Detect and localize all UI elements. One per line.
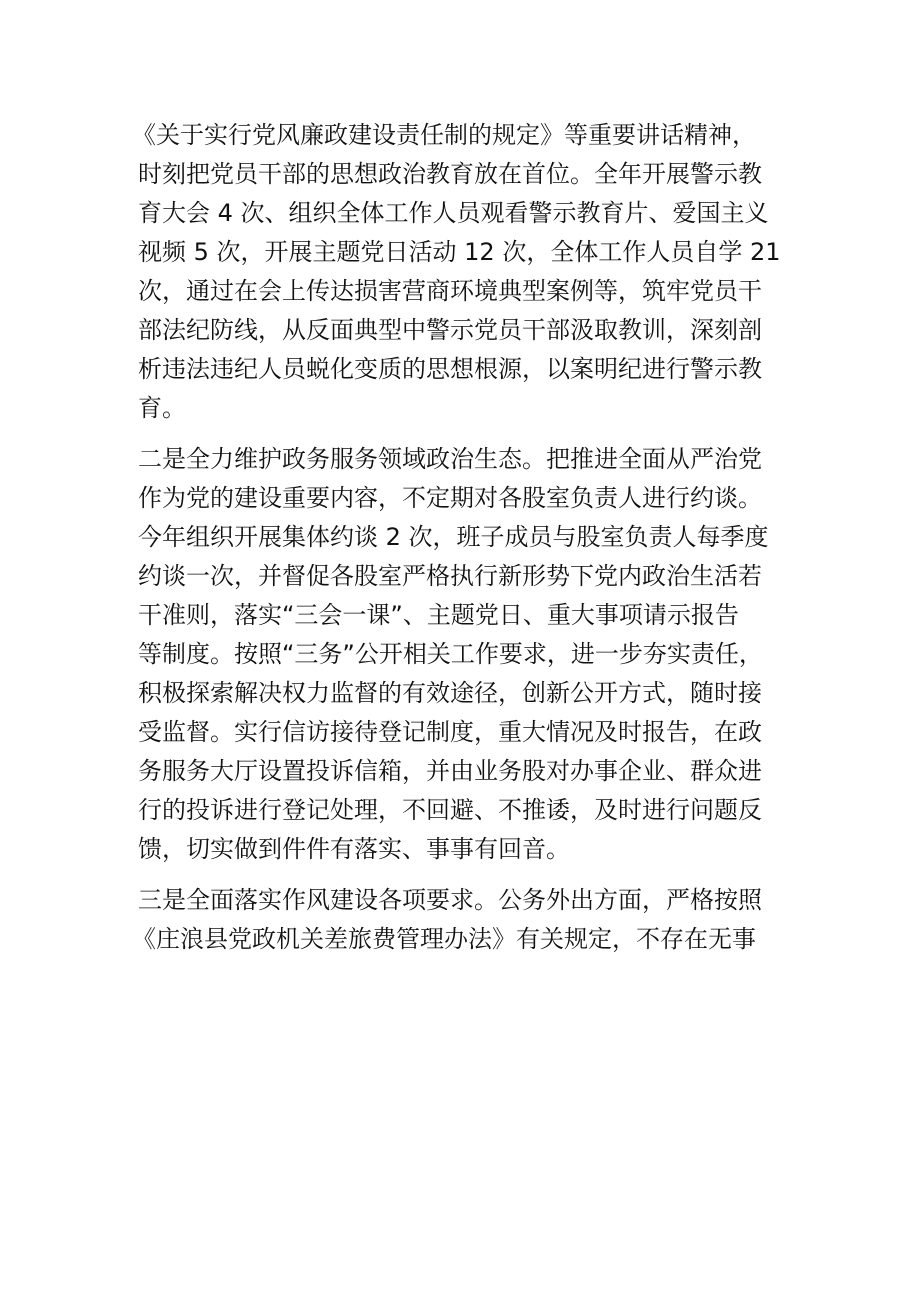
text-line: 馈，切实做到件件有落实、事事有回音。: [138, 835, 570, 863]
text-line: 视频 5 次，开展主题党日活动 12 次，全体工作人员自学 21: [138, 238, 781, 266]
text-line: 三是全面落实作风建设各项要求。公务外出方面，严格按照: [138, 886, 762, 914]
text-line: 务服务大厅设置投诉信箱，并由业务股对办事企业、群众进: [138, 757, 762, 785]
paragraph-1: [132, 116, 788, 428]
document-body: [132, 116, 788, 959]
paragraph-3: [132, 881, 788, 959]
text-line: 《关于实行党风廉政建设责任制的规定》等重要讲话精神，: [132, 121, 756, 149]
text-line: 析违法违纪人员蜕化变质的思想根源，以案明纪进行警示教: [138, 355, 762, 383]
text-line: 时刻把党员干部的思想政治教育放在首位。全年开展警示教: [138, 160, 762, 188]
text-line: 行的投诉进行登记处理，不回避、不推诿，及时进行问题反: [138, 796, 762, 824]
text-line: 今年组织开展集体约谈 2 次，班子成员与股室负责人每季度: [138, 523, 769, 551]
text-line: 约谈一次，并督促各股室严格执行新形势下党内政治生活若: [138, 562, 762, 590]
text-line: 积极探索解决权力监督的有效途径，创新公开方式，随时接: [138, 679, 762, 707]
text-line: 作为党的建设重要内容，不定期对各股室负责人进行约谈。: [138, 484, 762, 512]
text-line: 次，通过在会上传达损害营商环境典型案例等，筑牢党员干: [138, 277, 762, 305]
text-line: 育大会 4 次、组织全体工作人员观看警示教育片、爱国主义: [138, 199, 769, 227]
text-line: 部法纪防线，从反面典型中警示党员干部汲取教训，深刻剖: [138, 316, 762, 344]
text-line: 干准则，落实“三会一课”、主题党日、重大事项请示报告: [138, 601, 739, 629]
text-line: 二是全力维护政务服务领域政治生态。把推进全面从严治党: [138, 445, 762, 473]
paragraph-2: [138, 440, 788, 869]
text-line: 《庄浪县党政机关差旅费管理办法》有关规定，不存在无事: [132, 925, 756, 953]
text-line: 受监督。实行信访接待登记制度，重大情况及时报告，在政: [138, 718, 762, 746]
text-line: 等制度。按照“三务”公开相关工作要求，进一步夯实责任，: [138, 640, 763, 668]
text-line: 育。: [138, 394, 186, 422]
